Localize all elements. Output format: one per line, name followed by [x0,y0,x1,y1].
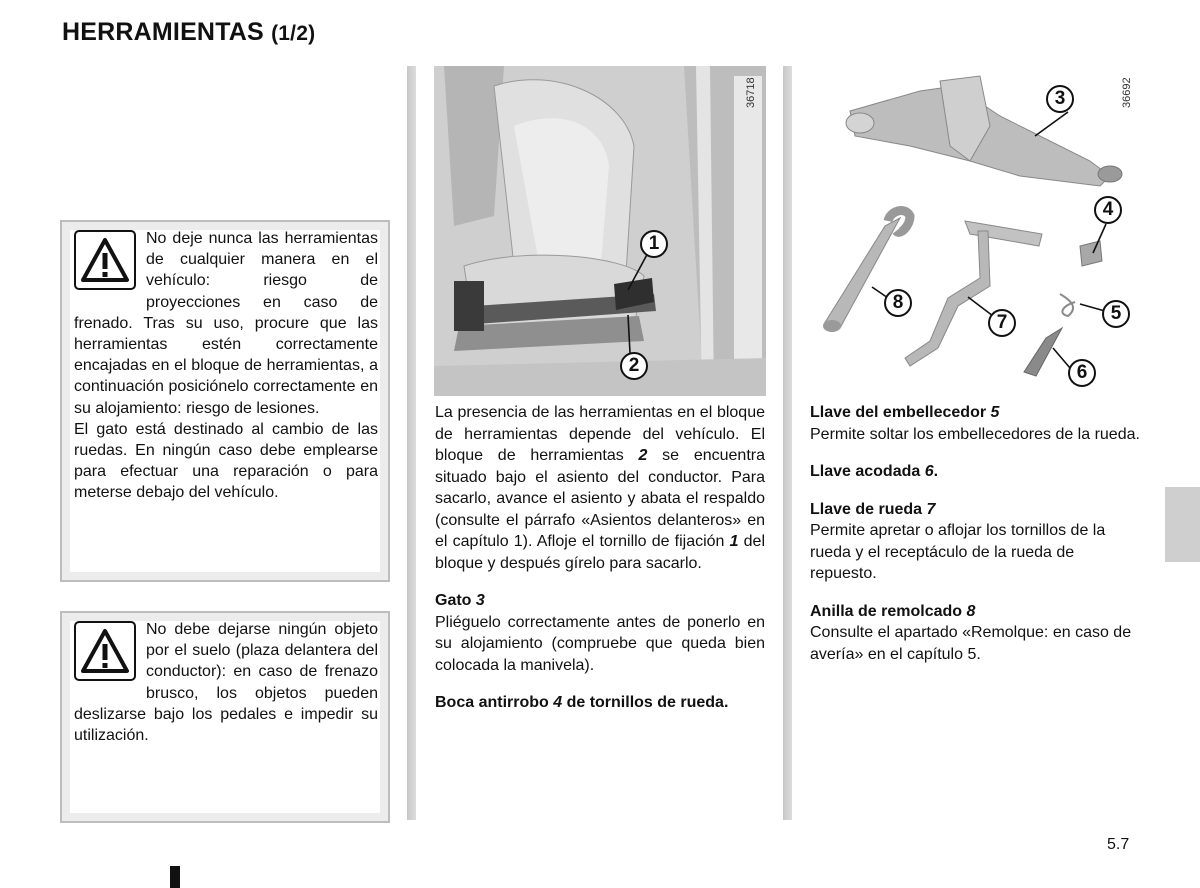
callout-1: 1 [640,230,668,258]
seat-figure [434,66,766,396]
callout-8: 8 [884,289,912,317]
warning-text: No deje nunca las herramientas de cualquier manera en el vehículo: riesgo de proyecciones en caso de frenado. Tras su uso, procure que las herramientas estén correctamente encajadas en el bloque de herramientas, a continuación posiciónelo correctamente en su alojamiento: riesgo de lesiones. [74,230,378,417]
ref-2: 2 [638,447,648,464]
warning-text-block [74,228,378,504]
tools-figure [810,66,1143,396]
ref-7: 7 [926,500,936,518]
middle-column [435,402,765,714]
jack-text: Pliéguelo correctamente antes de ponerlo en su alojamiento (compruebe que queda bien colocada la manivela). [435,613,765,674]
ref-5: 5 [990,404,1000,421]
warning-text-2: El gato está destinado al cambio de las ruedas. En ningún caso debe emplearse para efectuar una reparación o para meterse debajo del vehículo. [74,420,378,502]
warning-triangle-icon [74,230,136,290]
ref-1: 1 [729,533,739,550]
tools-block-paragraph [435,402,765,574]
angled-heading [810,461,1143,483]
column-divider [783,66,792,820]
page-title-part: (1/2) [271,22,316,45]
warning-box-1 [60,220,390,582]
section-tab [1165,487,1200,562]
text-span: La presencia de las herramientas en el bloque de herramientas depende del vehículo. El bloque de herramientas [435,404,765,464]
text-span: de tornillos de rueda. [562,694,729,711]
hubcap-text: Permite soltar los embellecedores de la rueda. [810,425,1140,443]
ref-6: 6 [924,463,934,480]
page-number: 5.7 [1107,836,1130,853]
text-span: Boca antirrobo [435,694,554,711]
wheel-wrench-text: Permite apretar o aflojar los tornillos de la rueda y el receptáculo de la rueda de repuesto. [810,522,1106,582]
callout-6: 6 [1068,359,1096,387]
callout-4: 4 [1094,196,1122,224]
text-span: del bloque y después gírelo para sacarlo. [435,533,766,572]
jack-heading [435,590,765,612]
text-span: Llave de rueda [810,500,927,518]
towing-ring-text: Consulte el apartado «Remolque: en caso de avería» en el capítulo 5. [810,624,1132,663]
ref-3: 3 [475,592,485,609]
callout-2: 2 [620,352,648,380]
text-span: . [933,463,939,480]
ref-4: 4 [553,694,563,711]
ref-8: 8 [966,602,976,620]
figure-reference: 36692 [1121,77,1133,108]
warning-triangle-icon [74,621,136,681]
wheel-wrench-heading [810,499,1143,521]
text-span: Gato [435,592,476,609]
text-span: Llave del embellecedor [810,404,991,421]
page-title-text: HERRAMIENTAS [62,18,264,46]
hubcap-heading [810,402,1143,424]
warning-text-block [74,619,378,746]
towing-ring-heading [810,601,1143,623]
warning-box-2 [60,611,390,823]
column-divider [407,66,416,820]
text-span: Anilla de remolcado [810,602,967,620]
warning-text: No debe dejarse ningún objeto por el suelo (plaza delantera del conductor): en caso de frenazo brusco, los objetos pueden deslizarse bajo los pedales e impedir su utilización. [74,621,378,745]
tools-illustration [810,66,1143,396]
antitheft-heading [435,692,765,714]
callout-3: 3 [1046,85,1074,113]
right-column [810,402,1143,665]
page-title [62,18,315,47]
figure-reference: 36718 [745,77,757,108]
text-span: se encuentra situado bajo el asiento del conductor. Para sacarlo, avance el asiento y abata el respaldo (consulte el párrafo «Asientos delanteros» en el capítulo 1). Afloje el tornillo de fijación [435,447,766,550]
seat-illustration [434,66,766,396]
page-marker [170,866,180,888]
callout-7: 7 [988,309,1016,337]
callout-5: 5 [1102,300,1130,328]
text-span: Llave acodada [810,463,925,480]
